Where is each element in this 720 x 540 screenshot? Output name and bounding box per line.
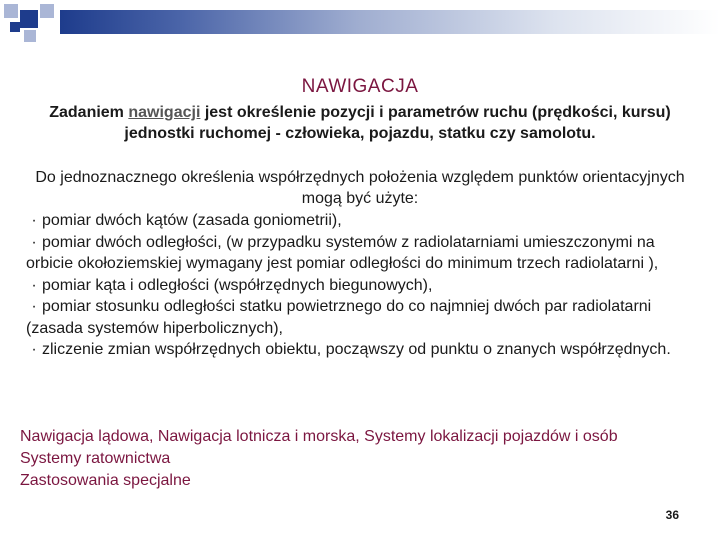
application-line: Nawigacja lądowa, Nawigacja lotnicza i morska, Systemy lokalizacji pojazdów i osób	[20, 428, 618, 445]
list-item	[26, 210, 686, 232]
decor-square	[10, 22, 20, 32]
list-item	[26, 339, 686, 361]
bullet-icon: ·	[31, 233, 37, 251]
header-gradient-bar	[60, 10, 720, 34]
bullet-icon: ·	[31, 298, 37, 315]
bullet-text: zliczenie zmian współrzędnych obiektu, począwszy od punktu o znanych współrzędnych.	[42, 341, 671, 358]
lead-prefix: Zadaniem	[49, 104, 129, 121]
bullet-text: pomiar dwóch kątów (zasada goniometrii),	[42, 212, 342, 229]
application-line: Zastosowania specjalne	[20, 472, 191, 489]
decor-square	[24, 30, 36, 42]
decor-square	[20, 10, 38, 28]
applications-block	[20, 426, 710, 492]
lead-suffix: jest określenie pozycji i parametrów ruchu (prędkości, kursu) jednostki ruchomej - człowieka, pojazdu, statku czy samolotu.	[124, 104, 671, 142]
list-item	[26, 275, 686, 297]
bullet-text: pomiar dwóch odległości, (w przypadku systemów z radiolatarniami umieszczonymi na orbicie okołoziemskiej wymagany jest pomiar odległości do minimum trzech radiolatarni ),	[26, 233, 659, 272]
decor-square	[40, 4, 54, 18]
list-item	[26, 296, 686, 339]
application-line: Systemy ratownictwa	[20, 450, 171, 467]
lead-paragraph	[30, 102, 690, 144]
bullet-list	[26, 210, 686, 361]
bullet-icon: ·	[31, 341, 37, 358]
decor-square	[4, 4, 18, 18]
bullet-icon: ·	[31, 212, 37, 229]
intro-paragraph: Do jednoznacznego określenia współrzędnych położenia względem punktów orientacyjnych mogą być użyte:	[35, 169, 685, 207]
nawigacji-link[interactable]: nawigacji	[128, 104, 201, 121]
slide-title: NAWIGACJA	[301, 76, 419, 97]
bullet-icon: ·	[31, 276, 37, 294]
list-item	[26, 232, 686, 275]
bullet-text: pomiar stosunku odległości statku powietrznego do co najmniej dwóch par radiolatarni (zasada systemów hiperbolicznych),	[26, 298, 652, 337]
bullet-text: pomiar kąta i odległości (współrzędnych biegunowych),	[42, 276, 433, 294]
page-number: 36	[665, 508, 679, 522]
